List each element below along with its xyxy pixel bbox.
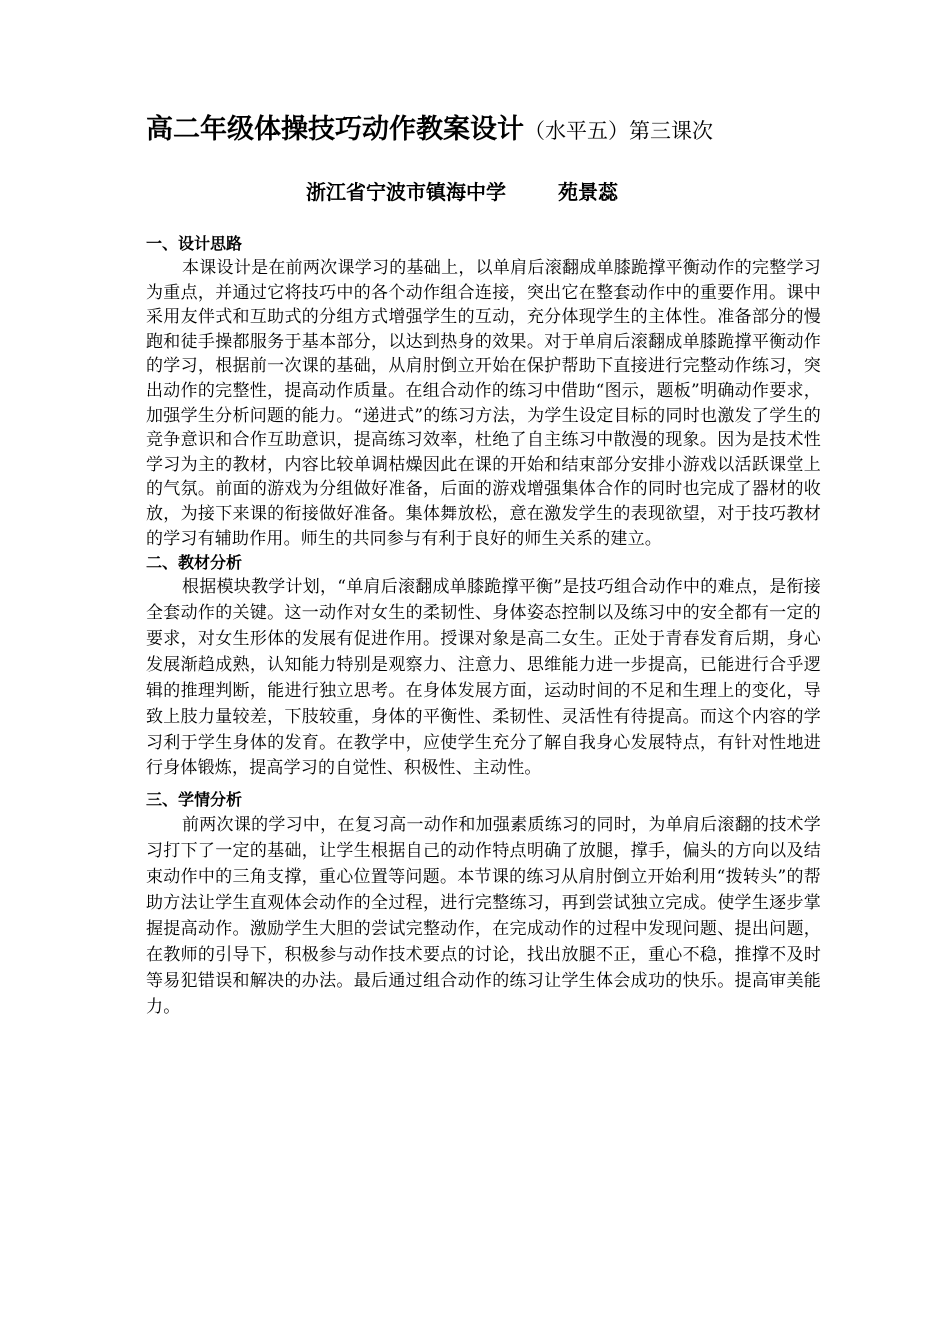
title-main: 高二年级体操技巧动作教案设计 [146, 114, 524, 145]
section-heading: 一、设计思路 [146, 234, 243, 253]
section-design [146, 232, 821, 551]
section-paragraph: 前两次课的学习中，在复习高一动作和加强素质练习的同时，为单肩后滚翻的技术学习打下了一定的基础，让学生根据自己的动作特点明确了放腿，撑手，偏头的方向以及结束动作中的三角支撑，重心位置等问题。本节课的练习从肩肘倒立开始利用“拨转头”的帮助方法让学生直观体会动作的全过程，进行完整练习，再到尝试独立完成。使学生逐步掌握提高动作。激励学生大胆的尝试完整动作，在完成动作的过程中发现问题、提出问题，在教师的引导下，积极参与动作技术要点的讨论，找出放腿不正，重心不稳，推撑不及时等易犯错误和解决的办法。最后通过组合动作的练习让学生体会成功的快乐。提高审美能力。 [146, 815, 821, 1018]
section-heading: 二、教材分析 [146, 553, 243, 573]
section-paragraph: 本课设计是在前两次课学习的基础上，以单肩后滚翻成单膝跪撑平衡动作的完整学习为重点，并通过它将技巧中的各个动作组合连接，突出它在整套动作中的重要作用。课中采用友伴式和互助式的分组方式增强学生的互动，充分体现学生的主体性。准备部分的慢跑和徒手操都服务于基本部分，以达到热身的效果。对于单肩后滚翻成单膝跪撑平衡动作的学习，根据前一次课的基础，从肩肘倒立开始在保护帮助下直接进行完整动作练习，突出动作的完整性，提高动作质量。在组合动作的练习中借助“图示，题板”明确动作要求，加强学生分析问题的能力。“递进式”的练习方法，为学生设定目标的同时也激发了学生的竞争意识和合作互助意识，提高练习效率，杜绝了自主练习中散漫的现象。因为是技术性学习为主的教材，内容比较单调枯燥因此在课的开始和结束部分安排小游戏以活跃课堂上的气氛。前面的游戏为分组做好准备，后面的游戏增强集体合作的同时也完成了器材的收放，为接下来课的衔接做好准备。集体舞放松，意在激发学生的表现欲望，对于技巧教材的学习有辅助作用。师生的共同参与有利于良好的师生关系的建立。 [146, 258, 821, 549]
document-body [146, 232, 821, 1020]
section-material [146, 551, 821, 782]
section-paragraph: 根据模块教学计划，“单肩后滚翻成单膝跪撑平衡”是技巧组合动作中的难点，是衔接全套动作的关键。这一动作对女生的柔韧性、身体姿态控制以及练习中的安全都有一定的要求，对女生形体的发展有促进作用。授课对象是高二女生。正处于青春发育后期，身心发展渐趋成熟，认知能力特别是观察力、注意力、思维能力进一步提高，已能进行合乎逻辑的推理判断，能进行独立思考。在身体发展方面，运动时间的不足和生理上的变化，导致上肢力量较差，下肢较重，身体的平衡性、柔韧性、灵活性有待提高。而这个内容的学习利于学生身体的发育。在教学中，应使学生充分了解自我身心发展特点，有针对性地进行身体锻炼，提高学习的自觉性、积极性、主动性。 [146, 577, 821, 779]
school-name: 浙江省宁波市镇海中学 [306, 180, 506, 204]
author-name: 苑景蕊 [558, 180, 618, 204]
author-line [306, 178, 618, 206]
title-suffix: （水平五）第三课次 [524, 119, 713, 143]
section-heading: 三、学情分析 [146, 790, 243, 810]
section-student [146, 788, 821, 1020]
page-title [146, 112, 906, 149]
